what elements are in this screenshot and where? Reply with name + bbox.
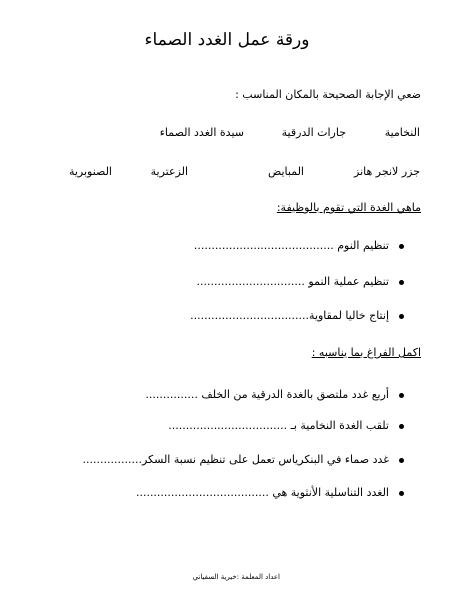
list-item-text: غدد صماء في البنكرياس تعمل على تنظيم نسبة السكر................. bbox=[82, 453, 389, 466]
list-item-text: تلقب الغدة النخامية بـ .................................. bbox=[168, 419, 389, 432]
list-item bbox=[145, 388, 404, 401]
instruction-heading: ضعي الإجابة الصحيحة بالمكان المناسب : bbox=[235, 88, 421, 101]
word-bank-item: النخامية bbox=[384, 126, 420, 139]
word-bank-item: الزعترية bbox=[150, 165, 188, 178]
list-item-text: تنظيم النوم ........................................ bbox=[193, 239, 389, 252]
word-bank-item: المبايض bbox=[268, 165, 304, 178]
footer-credit: اعداد المعلمة :خيرية السفياني bbox=[192, 573, 280, 581]
bullet-icon bbox=[399, 424, 404, 429]
list-item-text: الغدد التناسلية الأنثوية هي ...................................... bbox=[135, 486, 389, 499]
list-item bbox=[197, 275, 404, 288]
list-item-text: إنتاج خاليا لمقاوية.................................. bbox=[190, 309, 389, 322]
word-bank-item: سيدة الغدد الصماء bbox=[159, 126, 244, 139]
list-item bbox=[168, 419, 404, 432]
word-bank-item: جارات الدرقية bbox=[281, 126, 346, 139]
bullet-icon bbox=[399, 458, 404, 463]
list-item bbox=[83, 453, 404, 466]
bullet-icon bbox=[399, 280, 404, 285]
section-heading: ماهي الغدة التي تقوم بالوظيفة: bbox=[276, 201, 421, 214]
list-item bbox=[190, 309, 404, 322]
bullet-icon bbox=[399, 491, 404, 496]
word-bank-item: الصنوبرية bbox=[68, 165, 112, 178]
page-title: ورقة عمل الغدد الصماء bbox=[144, 30, 310, 50]
section-heading: اكمل الفراغ بما يناسبه : bbox=[311, 346, 421, 359]
bullet-icon bbox=[399, 244, 404, 249]
bullet-icon bbox=[399, 314, 404, 319]
list-item bbox=[136, 486, 404, 499]
list-item-text: تنظيم عملية النمو ............................... bbox=[196, 275, 389, 288]
word-bank-item: جزر لانجر هانز bbox=[354, 165, 420, 178]
list-item-text: أربع غدد ملتصق بالغدة الدرقية من الخلف ............... bbox=[145, 388, 389, 401]
list-item bbox=[194, 239, 404, 252]
bullet-icon bbox=[399, 393, 404, 398]
